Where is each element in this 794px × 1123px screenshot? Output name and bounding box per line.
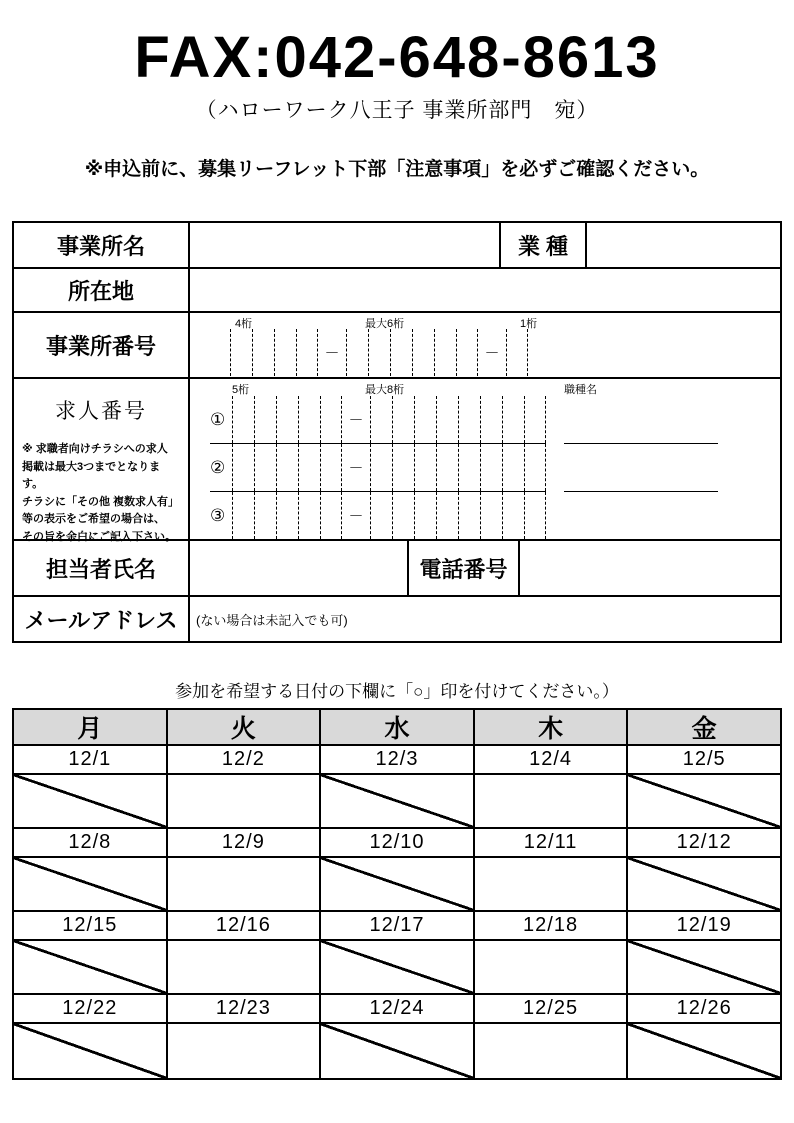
weekday-header-thu: 木 (475, 710, 629, 744)
date-cell: 12/16 (168, 912, 322, 939)
weekday-header-tue: 火 (168, 710, 322, 744)
mark-row-week2 (14, 858, 780, 912)
date-cell: 12/2 (168, 746, 322, 773)
mark-cell (475, 1024, 629, 1078)
circled-1-marker: ① (210, 409, 226, 429)
job-number-entry-1 (190, 396, 780, 444)
date-cell: 12/3 (321, 746, 475, 773)
job-number-label: 求人番号 (55, 400, 147, 423)
job-number-row (14, 379, 780, 541)
diagonal-slash-mark (14, 858, 166, 910)
mark-cell (168, 775, 322, 827)
mark-cell (168, 858, 322, 910)
mark-cell (168, 941, 322, 993)
mark-cell (168, 1024, 322, 1078)
mark-cell (628, 858, 780, 910)
email-row (14, 597, 780, 641)
circled-2-marker: ② (210, 457, 226, 477)
fax-recipient: （ハローワーク八王子 事業所部門 宛） (195, 99, 599, 122)
job-number-digit-boxes (370, 396, 546, 443)
mark-cell (628, 1024, 780, 1078)
office-name-row (14, 223, 780, 269)
diagonal-slash-mark (628, 941, 780, 993)
date-row-week1 (14, 746, 780, 775)
circled-3-marker: ③ (210, 505, 226, 525)
job-number-digit-boxes (370, 492, 546, 539)
mark-cell (321, 775, 475, 827)
office-number-digit-boxes-2 (346, 329, 478, 377)
date-row-week4 (14, 995, 780, 1024)
office-number-digit-boxes-3 (506, 329, 528, 377)
date-cell: 12/1 (14, 746, 168, 773)
date-cell: 12/4 (475, 746, 629, 773)
date-cell: 12/26 (676, 997, 732, 1019)
application-form-table (12, 221, 782, 643)
mark-row-week1 (14, 775, 780, 829)
job-number-entry-2 (190, 444, 780, 492)
industry-label: 業 種 (501, 223, 587, 267)
email-field (190, 597, 780, 641)
calendar-instruction: 参加を希望する日付の下欄に「○」印を付けてください。） (175, 682, 619, 701)
mark-cell (14, 941, 168, 993)
weekday-header-fri: 金 (691, 715, 717, 743)
date-cell: 12/15 (14, 912, 168, 939)
diagonal-slash-mark (14, 1024, 166, 1078)
fax-number-title: FAX:042-648-8613 (134, 25, 660, 90)
occupation-name-line (564, 492, 718, 540)
weekday-header-row (14, 710, 780, 746)
office-number-digit-boxes-1 (230, 329, 318, 377)
mark-cell (321, 941, 475, 993)
diagonal-slash-mark (321, 941, 473, 993)
mark-cell (14, 1024, 168, 1078)
date-cell: 12/23 (168, 995, 322, 1022)
date-cell: 12/18 (475, 912, 629, 939)
job-number-entry-3 (190, 492, 780, 540)
diagonal-slash-mark (14, 941, 166, 993)
date-cell: 12/8 (14, 829, 168, 856)
occupation-name-label: 職種名 (564, 384, 597, 396)
digits-label-5: 5桁 (232, 384, 250, 396)
diagonal-slash-mark (628, 1024, 780, 1078)
mark-cell (14, 775, 168, 827)
industry-field (587, 223, 780, 267)
weekday-header-wed: 水 (321, 710, 475, 744)
digits-label-1: 1桁 (520, 318, 538, 330)
digits-label-4: 4桁 (235, 318, 253, 330)
date-cell: 12/10 (321, 829, 475, 856)
date-cell: 12/9 (168, 829, 322, 856)
mark-cell (475, 775, 629, 827)
date-row-week3 (14, 912, 780, 941)
mark-cell (321, 1024, 475, 1078)
office-number-field (190, 313, 780, 377)
diagonal-slash-mark (321, 1024, 473, 1078)
digit-separator-dash: － (324, 345, 340, 362)
office-name-label: 事業所名 (14, 223, 190, 267)
diagonal-slash-mark (321, 858, 473, 910)
contact-row (14, 541, 780, 597)
mark-cell (628, 941, 780, 993)
date-cell: 12/17 (321, 912, 475, 939)
diagonal-slash-mark (321, 775, 473, 827)
email-label: メールアドレス (14, 597, 190, 641)
job-number-note: ※ 求職者向けチラシへの求人 掲載は最大3つまでとなります。 チラシに「その他 複数求人有」 等の表示をご希望の場合は、 その旨を余白にご記入下さい。 (22, 443, 180, 543)
occupation-name-line (564, 396, 718, 444)
date-cell: 12/22 (14, 995, 168, 1022)
job-number-label-cell (14, 379, 190, 543)
digits-label-max8: 最大8桁 (365, 384, 405, 396)
office-name-field (190, 223, 501, 267)
mark-cell (14, 858, 168, 910)
mark-cell (475, 858, 629, 910)
address-row (14, 269, 780, 313)
date-cell: 12/12 (676, 831, 732, 853)
office-number-label: 事業所番号 (14, 313, 190, 377)
mark-cell (628, 775, 780, 827)
date-cell: 12/11 (475, 829, 629, 856)
phone-label: 電話番号 (409, 541, 520, 595)
job-number-digit-boxes (370, 444, 546, 491)
digit-separator-dash: － (348, 508, 364, 525)
date-cell: 12/5 (682, 748, 726, 770)
weekday-header-mon: 月 (14, 710, 168, 744)
occupation-name-line (564, 444, 718, 492)
diagonal-slash-mark (14, 775, 166, 827)
address-label: 所在地 (14, 269, 190, 311)
participation-calendar-table (12, 708, 782, 1080)
mark-row-week3 (14, 941, 780, 995)
address-field (190, 269, 780, 311)
date-cell: 12/19 (676, 914, 732, 936)
contact-name-field (190, 541, 409, 595)
phone-field (520, 541, 780, 595)
digit-separator-dash: － (348, 460, 364, 477)
date-cell: 12/24 (321, 995, 475, 1022)
digit-separator-dash: － (348, 412, 364, 429)
job-number-digit-boxes (232, 444, 342, 491)
mark-row-week4 (14, 1024, 780, 1078)
job-number-digit-boxes (232, 396, 342, 443)
digits-label-max6: 最大6桁 (365, 318, 405, 330)
email-hint: (ない場合は未記入でも可) (196, 612, 348, 628)
diagonal-slash-mark (628, 775, 780, 827)
pre-application-warning: ※申込前に、募集リーフレット下部「注意事項」を必ずご確認ください。 (84, 159, 710, 180)
mark-cell (321, 858, 475, 910)
job-number-field-area (190, 379, 780, 539)
digit-separator-dash: － (484, 345, 500, 362)
job-number-digit-boxes (232, 492, 342, 539)
contact-name-label: 担当者氏名 (14, 541, 190, 595)
date-row-week2 (14, 829, 780, 858)
office-number-row (14, 313, 780, 379)
mark-cell (475, 941, 629, 993)
diagonal-slash-mark (628, 858, 780, 910)
date-cell: 12/25 (475, 995, 629, 1022)
